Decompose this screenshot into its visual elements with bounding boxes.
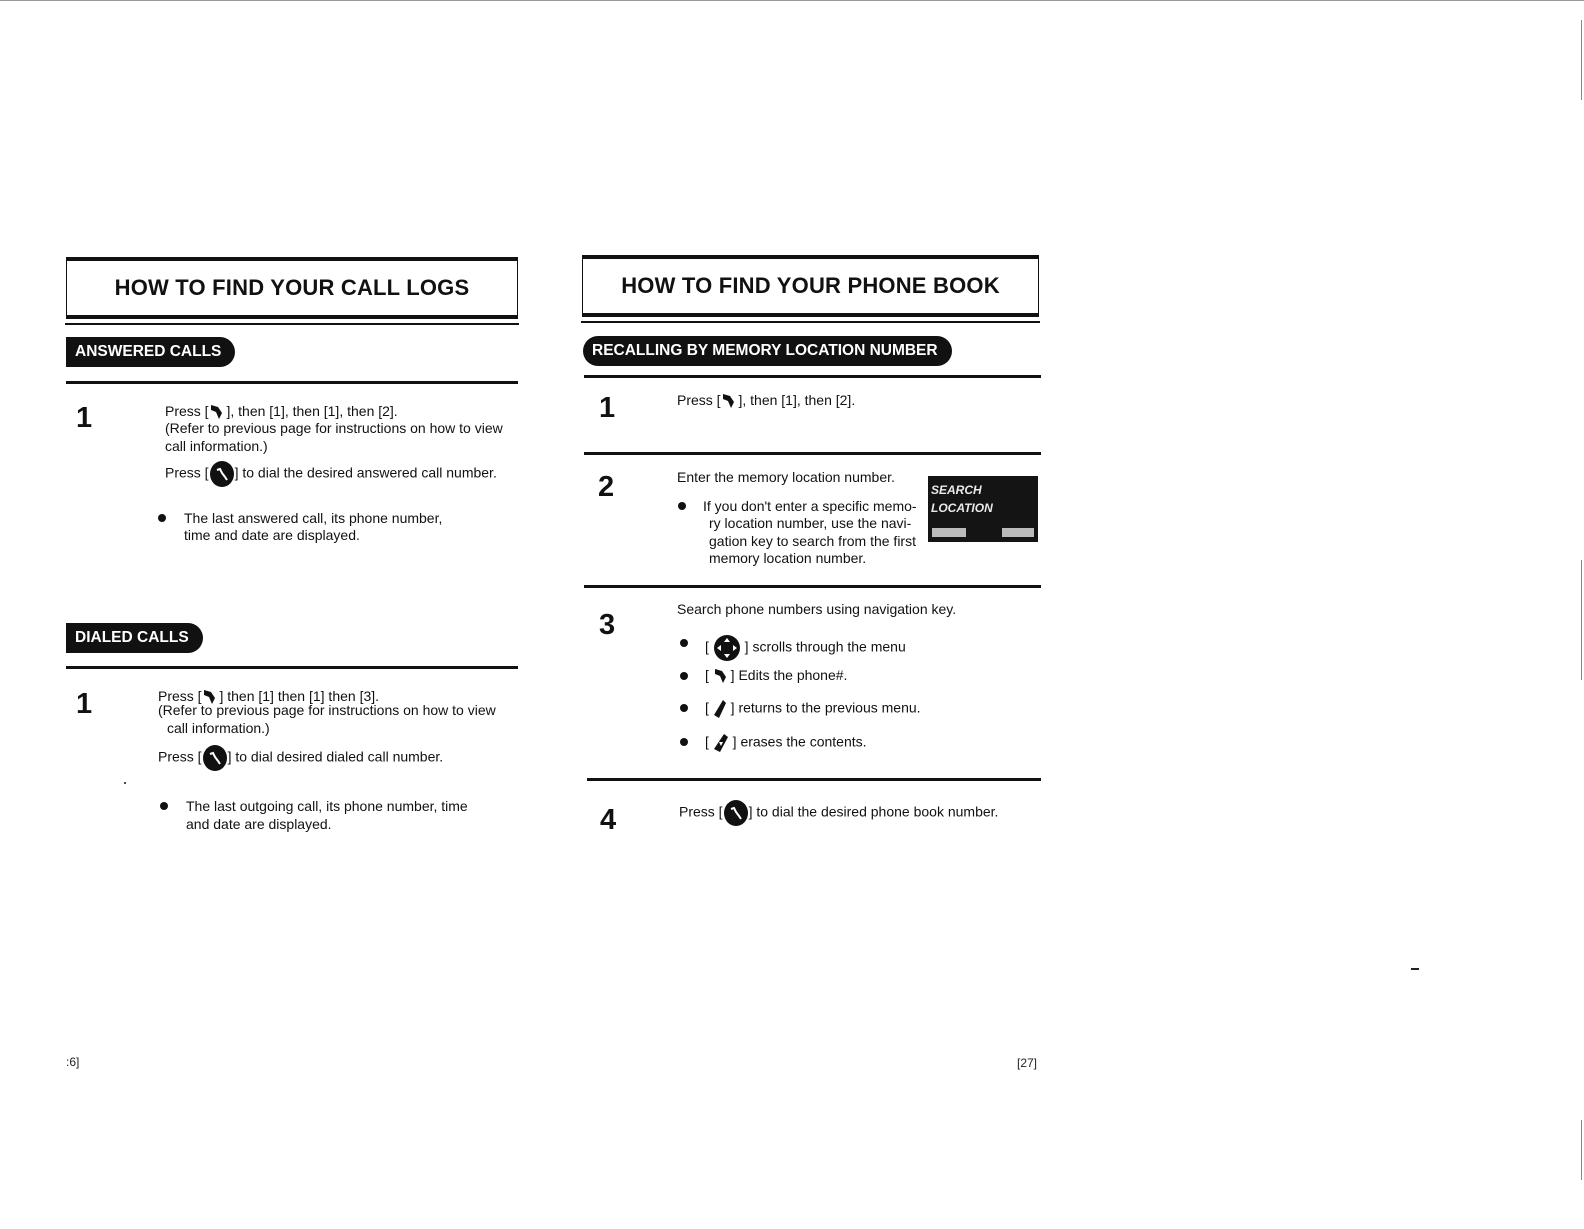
dialed-step-line4: Press [ ] to dial desired dialed call number.: [158, 744, 443, 772]
dialed-step-number: 1: [76, 688, 93, 720]
pb-step3-number: 3: [599, 609, 616, 641]
dialed-bullet-line2: and date are displayed.: [186, 816, 332, 832]
pb-step1-text: Press [ ], then [1], then [2].: [677, 392, 856, 408]
answered-bullet-line2: time and date are displayed.: [184, 527, 360, 543]
answered-step-line1: Press [ ], then [1], then [1], then [2].: [165, 403, 398, 419]
dialed-step-line2: (Refer to previous page for instructions on how to view: [158, 702, 496, 718]
left-page-number: :6]: [66, 1055, 80, 1069]
pb-step3-bullet4: [ ] erases the contents.: [705, 733, 867, 753]
pb-step4-number: 4: [600, 804, 617, 836]
pb-step3-bullet4-dot: [680, 738, 688, 746]
pb-step2-bullet-line2: ry location number, use the navi-: [709, 515, 912, 531]
pb-step3-line1: Search phone numbers using navigation key.: [677, 601, 957, 617]
answered-step-line3: call information.): [165, 438, 268, 454]
answered-bullet-line1: The last answered call, its phone number,: [184, 510, 443, 526]
clear-key-icon: [713, 733, 729, 753]
scan-edge-mark: [1581, 1120, 1582, 1180]
scan-speck: [1411, 968, 1419, 970]
dialed-bullet-line1: The last outgoing call, its phone number, time: [186, 798, 468, 814]
navigation-key-icon: [713, 634, 741, 662]
right-page-number: [27]: [1017, 1056, 1038, 1070]
phone-screen-image: [928, 476, 1038, 542]
answered-bullet-dot: [158, 514, 166, 522]
screen-softkey-left: [932, 528, 966, 537]
pb-step3-bullet1-dot: [680, 639, 688, 647]
scan-speck: [124, 782, 126, 784]
answered-step-number: 1: [76, 402, 93, 434]
screen-location-text: LOCATION: [931, 501, 993, 515]
dialed-step-line3: call information.): [167, 720, 270, 736]
answered-step-line2: (Refer to previous page for instructions on how to view: [165, 420, 503, 436]
pb-step2-bullet-line1: If you don't enter a specific memo-: [703, 498, 917, 514]
end-key-icon: [713, 699, 727, 719]
step3-divider: [584, 585, 1041, 588]
dialed-divider: [66, 666, 518, 669]
answered-divider: [66, 381, 518, 384]
call-logs-title-box: [66, 257, 518, 319]
pb-step2-bullet-line3: gation key to search from the first: [709, 533, 916, 549]
pb-step3-bullet3: [ ] returns to the previous menu.: [705, 699, 921, 719]
screen-softkey-right: [1002, 528, 1034, 537]
menu-key-icon: [209, 404, 223, 420]
menu-key-icon: [713, 668, 727, 684]
page-top-border: [0, 0, 1584, 1]
send-key-icon: [202, 744, 228, 772]
phone-book-title-box: [582, 255, 1039, 317]
call-logs-title: HOW TO FIND YOUR CALL LOGS: [114, 275, 470, 300]
phone-book-title: HOW TO FIND YOUR PHONE BOOK: [621, 273, 1000, 298]
pb-step2-bullet-dot: [678, 502, 686, 510]
send-key-icon: [723, 799, 749, 827]
pb-step2-number: 2: [598, 471, 615, 503]
dialed-calls-header: DIALED CALLS: [66, 623, 203, 653]
send-key-icon: [209, 460, 235, 488]
pb-step3-bullet1: [ ] scrolls through the menu: [705, 634, 906, 662]
step1-divider: [584, 375, 1041, 378]
pb-step4-text: Press [ ] to dial the desired phone book number.: [679, 799, 998, 827]
scan-edge-mark: [1581, 20, 1582, 100]
pb-step1-number: 1: [599, 392, 616, 424]
dialed-step-line1: Press [ ] then [1] then [1] then [3].: [158, 688, 380, 704]
menu-key-icon: [721, 393, 735, 409]
pb-step3-bullet2-dot: [680, 672, 688, 680]
step2-divider: [584, 452, 1041, 455]
screen-search-text: SEARCH: [931, 483, 982, 497]
dialed-bullet-dot: [160, 802, 168, 810]
answered-calls-header: ANSWERED CALLS: [66, 337, 235, 367]
pb-step3-bullet2: [ ] Edits the phone#.: [705, 667, 848, 683]
pb-step2-bullet-line4: memory location number.: [709, 550, 867, 566]
answered-step-line4: Press [ ] to dial the desired answered call number.: [165, 460, 497, 488]
step4-divider: [587, 778, 1041, 781]
recalling-by-memory-header: RECALLING BY MEMORY LOCATION NUMBER: [583, 336, 952, 366]
pb-step3-bullet3-dot: [680, 704, 688, 712]
scan-edge-mark: [1581, 560, 1582, 680]
pb-step2-line1: Enter the memory location number.: [677, 469, 895, 485]
